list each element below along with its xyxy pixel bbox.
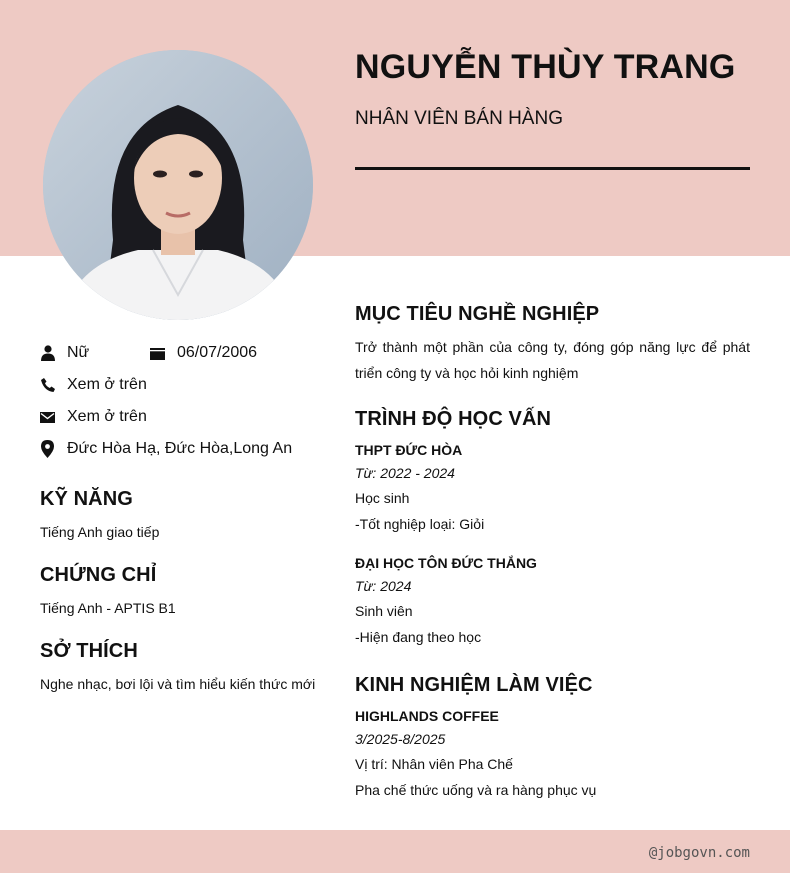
experience-period: 3/2025-8/2025 — [355, 731, 446, 747]
education-period: Từ: 2024 — [355, 578, 412, 594]
location-pin-icon — [40, 441, 55, 457]
calendar-icon — [150, 345, 165, 361]
phone-row — [40, 376, 147, 394]
education-school: ĐẠI HỌC TÔN ĐỨC THẮNG — [355, 555, 537, 571]
education-role: Sinh viên — [355, 603, 413, 619]
birthdate-row — [150, 344, 257, 362]
experience-duty: Pha chế thức uống và ra hàng phục vụ — [355, 782, 597, 798]
certificates-heading: CHỨNG CHỈ — [40, 564, 157, 586]
birthdate-value: 06/07/2006 — [177, 344, 258, 361]
job-title: NHÂN VIÊN BÁN HÀNG — [355, 108, 563, 129]
address-value: Đức Hòa Hạ, Đức Hòa,Long An — [67, 440, 293, 457]
objective-heading: MỤC TIÊU NGHỀ NGHIỆP — [355, 303, 600, 325]
phone-value: Xem ở trên — [67, 376, 147, 393]
mail-icon — [40, 409, 55, 425]
education-role: Học sinh — [355, 490, 410, 506]
skills-heading: KỸ NĂNG — [40, 488, 133, 510]
education-heading: TRÌNH ĐỘ HỌC VẤN — [355, 408, 552, 430]
candidate-name: NGUYỄN THÙY TRANG — [355, 48, 736, 86]
phone-icon — [40, 377, 55, 393]
skill-item: Tiếng Anh giao tiếp — [40, 524, 160, 540]
email-value: Xem ở trên — [67, 408, 147, 425]
hobby-item: Nghe nhạc, bơi lội và tìm hiểu kiến thức mới — [40, 676, 316, 692]
experience-company: HIGHLANDS COFFEE — [355, 708, 499, 724]
gender-row — [40, 344, 89, 362]
education-detail: -Tốt nghiệp loại: Giỏi — [355, 516, 485, 532]
education-detail: -Hiện đang theo học — [355, 629, 482, 645]
objective-text: Trở thành một phần của công ty, đóng góp năng lực để phát triển công ty và học hỏi kinh nghiệm — [355, 339, 750, 381]
experience-heading: KINH NGHIỆM LÀM VIỆC — [355, 674, 593, 696]
email-row — [40, 408, 147, 426]
site-watermark: @jobgovn.com — [648, 845, 750, 861]
education-period: Từ: 2022 - 2024 — [355, 465, 455, 481]
address-row — [40, 440, 292, 458]
hobbies-heading: SỞ THÍCH — [40, 640, 138, 662]
title-divider — [355, 167, 750, 170]
gender-value: Nữ — [67, 344, 90, 361]
profile-photo — [43, 50, 313, 320]
education-school: THPT ĐỨC HÒA — [355, 442, 463, 458]
person-icon — [40, 345, 55, 361]
experience-position: Vị trí: Nhân viên Pha Chế — [355, 756, 513, 772]
certificate-item: Tiếng Anh - APTIS B1 — [40, 600, 176, 616]
